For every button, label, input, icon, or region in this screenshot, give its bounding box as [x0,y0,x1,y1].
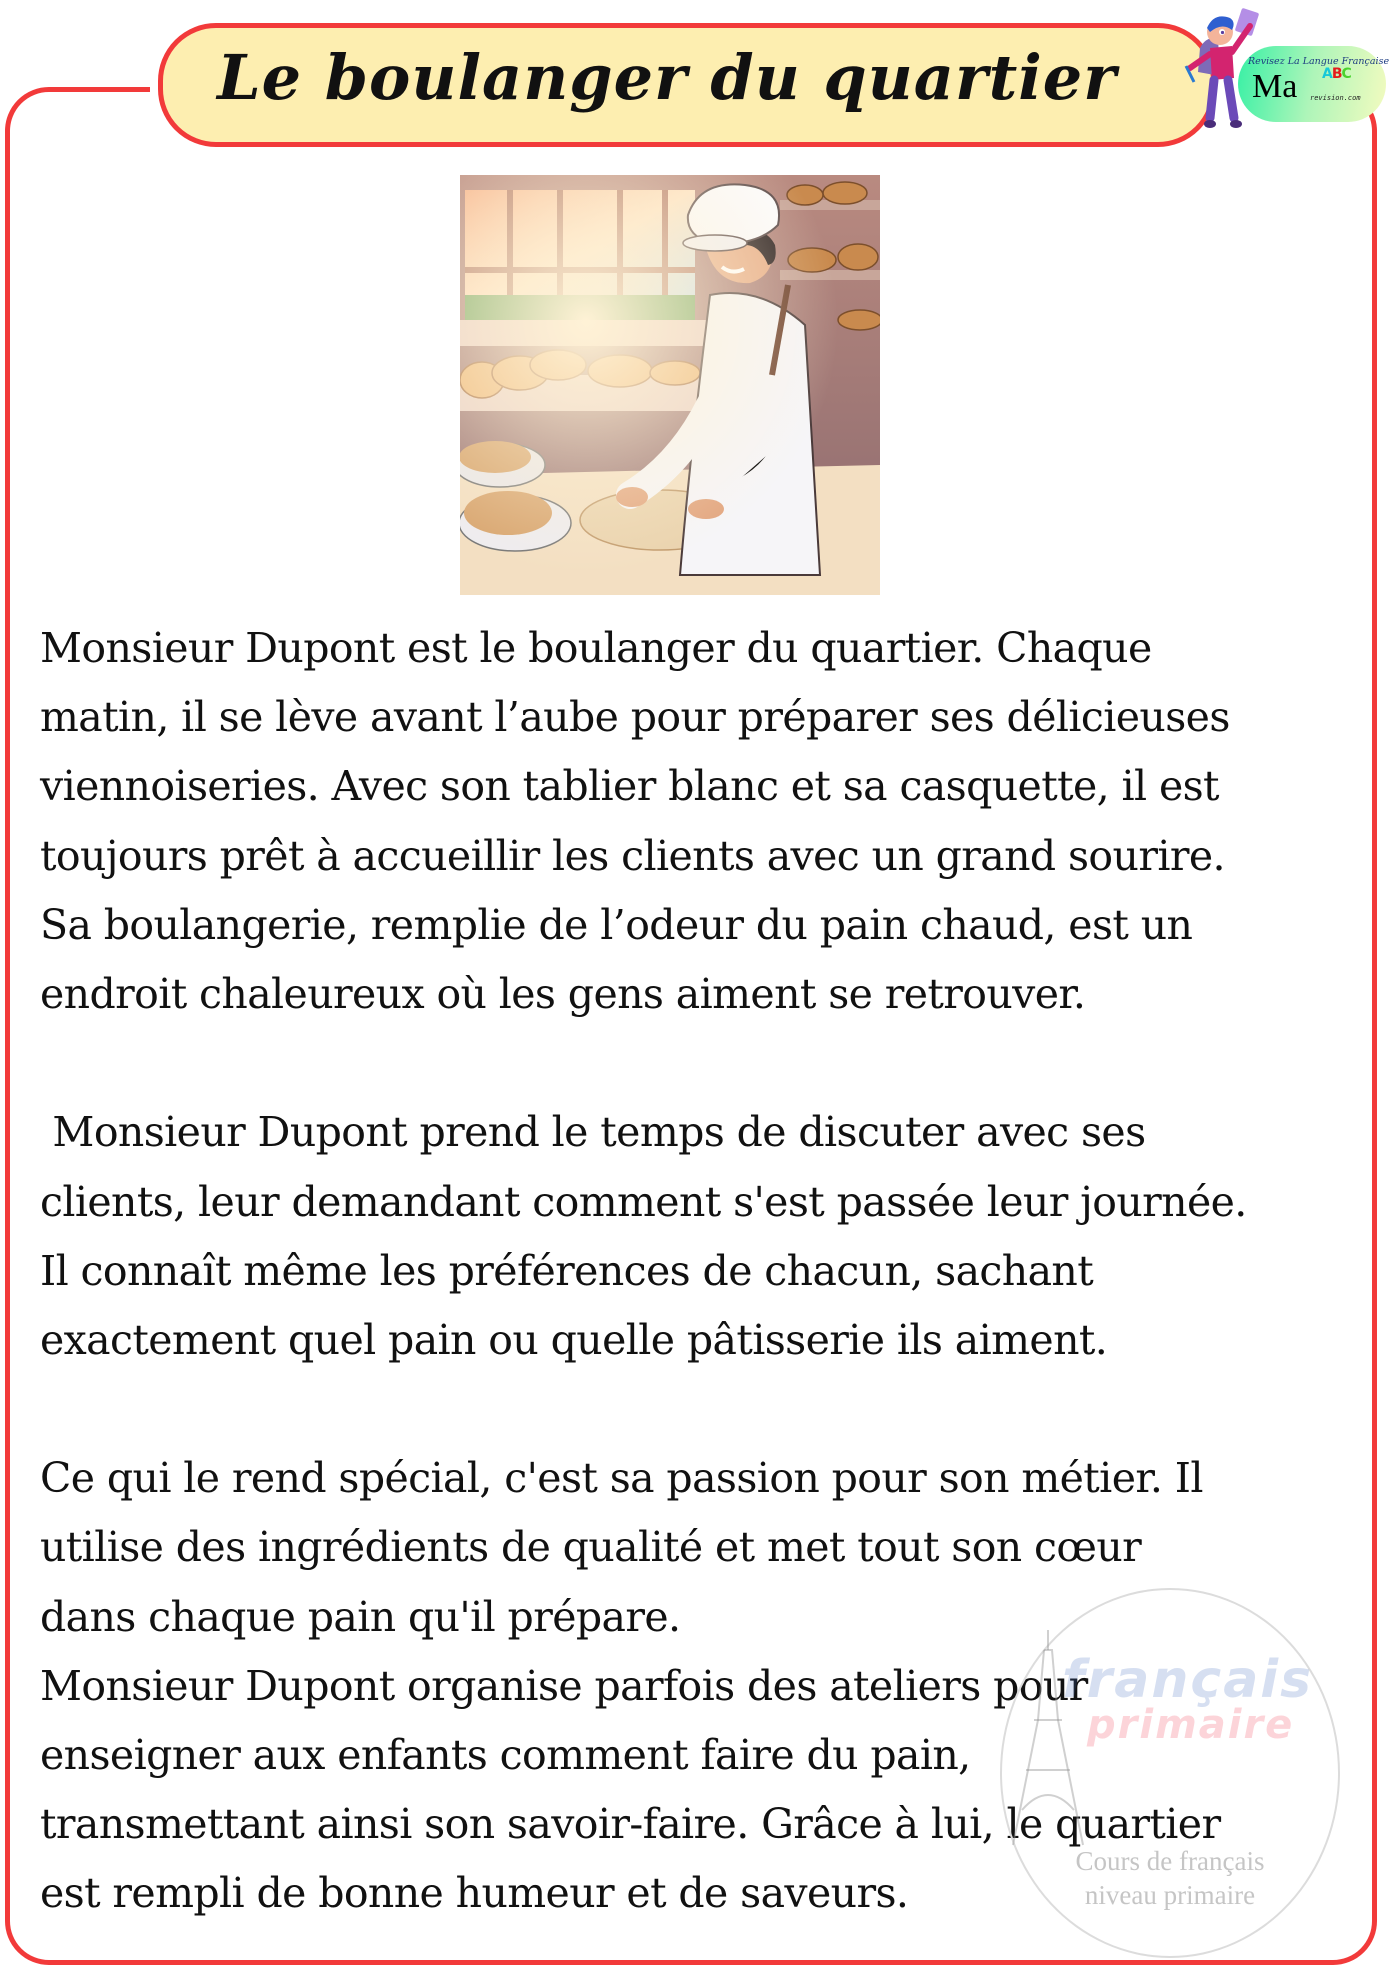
story-line: clients, leur demandant comment s'est passée leur journée. [40,1177,1247,1226]
story-line: Il connaît même les préférences de chacun, sachant [40,1246,1094,1295]
story-line: dans chaque pain qu'il prépare. [40,1592,681,1641]
paragraph-spacer [40,1375,1370,1444]
story-line: est rempli de bonne humeur et de saveurs. [40,1869,909,1918]
mascot-icon [1170,6,1270,136]
story-line: Monsieur Dupont prend le temps de discuter avec ses [40,1108,1146,1157]
title-banner [158,23,1216,147]
story-line: viennoiseries. Avec son tablier blanc et sa casquette, il est [40,762,1219,811]
story-line: exactement quel pain ou quelle pâtisserie ils aiment. [40,1315,1108,1364]
story-line: enseigner aux enfants comment faire du pain, [40,1731,971,1779]
story-line: Sa boulangerie, remplie de l’odeur du pain chaud, est un [40,900,1193,949]
story-line: Ce qui le rend spécial, c'est sa passion pour son métier. Il [40,1454,1203,1503]
watermark-brand-sub: primaire [1087,1702,1295,1748]
story-line: Monsieur Dupont organise parfois des ateliers pour [40,1661,1088,1710]
story-line: endroit chaleureux où les gens aiment se retrouver. [40,969,1086,1018]
baker-image [460,175,880,595]
story-line: toujours prêt à accueillir les clients avec un grand sourire. [40,831,1225,880]
page-title: Le boulanger du quartier [217,40,1117,114]
site-logo [1170,6,1392,136]
watermark-caption: Cours de français [1075,1846,1265,1876]
story-line: matin, il se lève avant l’aube pour préparer ses délicieuses [40,693,1230,742]
logo-url: revision.com [1310,94,1361,102]
abc-icon: ABC [1322,66,1351,82]
watermark-brand: français [1062,1650,1314,1710]
story-line: Monsieur Dupont est le boulanger du quartier. Chaque [40,624,1152,672]
logo-tagline: Revisez La Langue Française [1248,56,1390,67]
logo-mark: Ma [1252,68,1298,105]
watermark-caption: niveau primaire [1084,1880,1256,1910]
story-line: transmettant ainsi son savoir-faire. Grâce à lui, le quartier [40,1800,1221,1849]
story-text [40,614,1370,1929]
story-line: utilise des ingrédients de qualité et met tout son cœur [40,1523,1142,1572]
paragraph-spacer [40,1029,1370,1098]
baker-illustration [460,175,880,595]
